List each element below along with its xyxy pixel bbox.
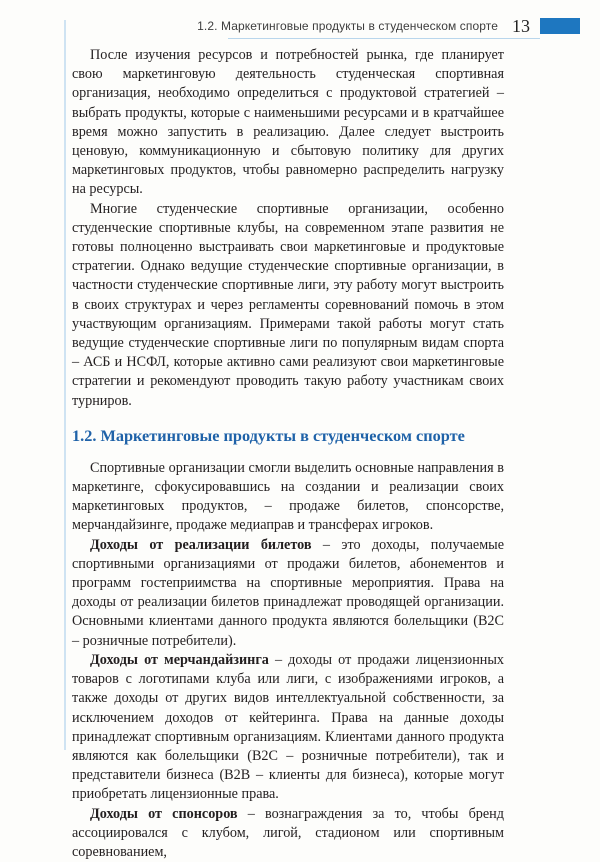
page-number: 13: [512, 15, 530, 36]
page-body: [72, 46, 504, 862]
paragraph-6-lead: Доходы от спонсоров: [90, 805, 238, 822]
paragraph-4-lead: Доходы от реализации билетов: [90, 536, 312, 553]
paragraph-1: После изучения ресурсов и потребностей рынка, где планирует свою маркетинговую деятельность студенческая спортивная организация, необходимо определиться с продуктовой стратегией – выбрать продукты, которые с наименьшими ресурсами и в кратчайшее время можно запустить в реализацию. Далее следует выстроить ценовую, коммуникационную и сбытовую политику для других маркетинговых продуктов, чтобы равномерно распределить нагрузку на ресурсы.: [72, 47, 504, 198]
running-title: 1.2. Маркетинговые продукты в студенческом спорте: [197, 19, 498, 33]
paragraph-3: Спортивные организации смогли выделить основные направления в маркетинге, сфокусировавшись на создании и реализации своих маркетинговых продуктов, – продаже билетов, спонсорстве, мерчандайзинге, продаже медиаправ и трансферах игроков.: [72, 459, 504, 534]
paragraph-4: [72, 536, 504, 651]
page-margin-rule: [64, 20, 66, 750]
chapter-tab-marker: [540, 18, 580, 34]
paragraph-5-lead: Доходы от мерчандайзинга: [90, 651, 269, 668]
paragraph-4-text: – это доходы, получаемые спортивными организациями от продажи билетов, абонементов и программ гостеприимства на спортивные мероприятия. Права на доходы от реализации билетов принадлежат проводящей организации. Основными клиентами данного продукта являются болельщики (B2C – розничные потребители).: [72, 536, 505, 649]
paragraph-5-text: – доходы от продажи лицензионных товаров с логотипами клуба или лиги, с изображениями игроков, а также доходы от других видов интеллектуальной собственности, за исключением доходов от кейтеринга. Права на данные доходы принадлежат спортивным организациям. Клиентами данного продукта являются как болельщики (B2C – розничные потребители), так и представители бизнеса (B2B – клиенты для бизнеса), которые могут приобретать лицензионные права.: [72, 651, 505, 803]
paragraph-6-text: – вознаграждения за то, чтобы бренд ассоциировался с клубом, лигой, стадионом или спортивным соревнованием,: [72, 805, 504, 860]
paragraph-6: [72, 805, 504, 862]
section-heading: 1.2. Маркетинговые продукты в студенческом спорте: [72, 425, 465, 445]
running-header: [197, 14, 580, 38]
paragraph-2: Многие студенческие спортивные организации, особенно студенческие спортивные клубы, на современном этапе развития не готовы полноценно выстраивать свои маркетинговые и продуктовые стратегии. Однако ведущие студенческие спортивные организации, в частности студенческие спортивные лиги, эту работу могут выстроить в своих структурах и через регламенты соревнований помочь в этом участвующим организациям. Примерами такой работы могут стать ведущие студенческие спортивные лиги по популярным видам спорта – АСБ и НСФЛ, которые активно сами реализуют свои маркетинговые стратегии и рекомендуют проводить такую работу участникам своих турниров.: [72, 200, 504, 409]
header-rule: [228, 38, 540, 39]
paragraph-5: [72, 651, 504, 805]
